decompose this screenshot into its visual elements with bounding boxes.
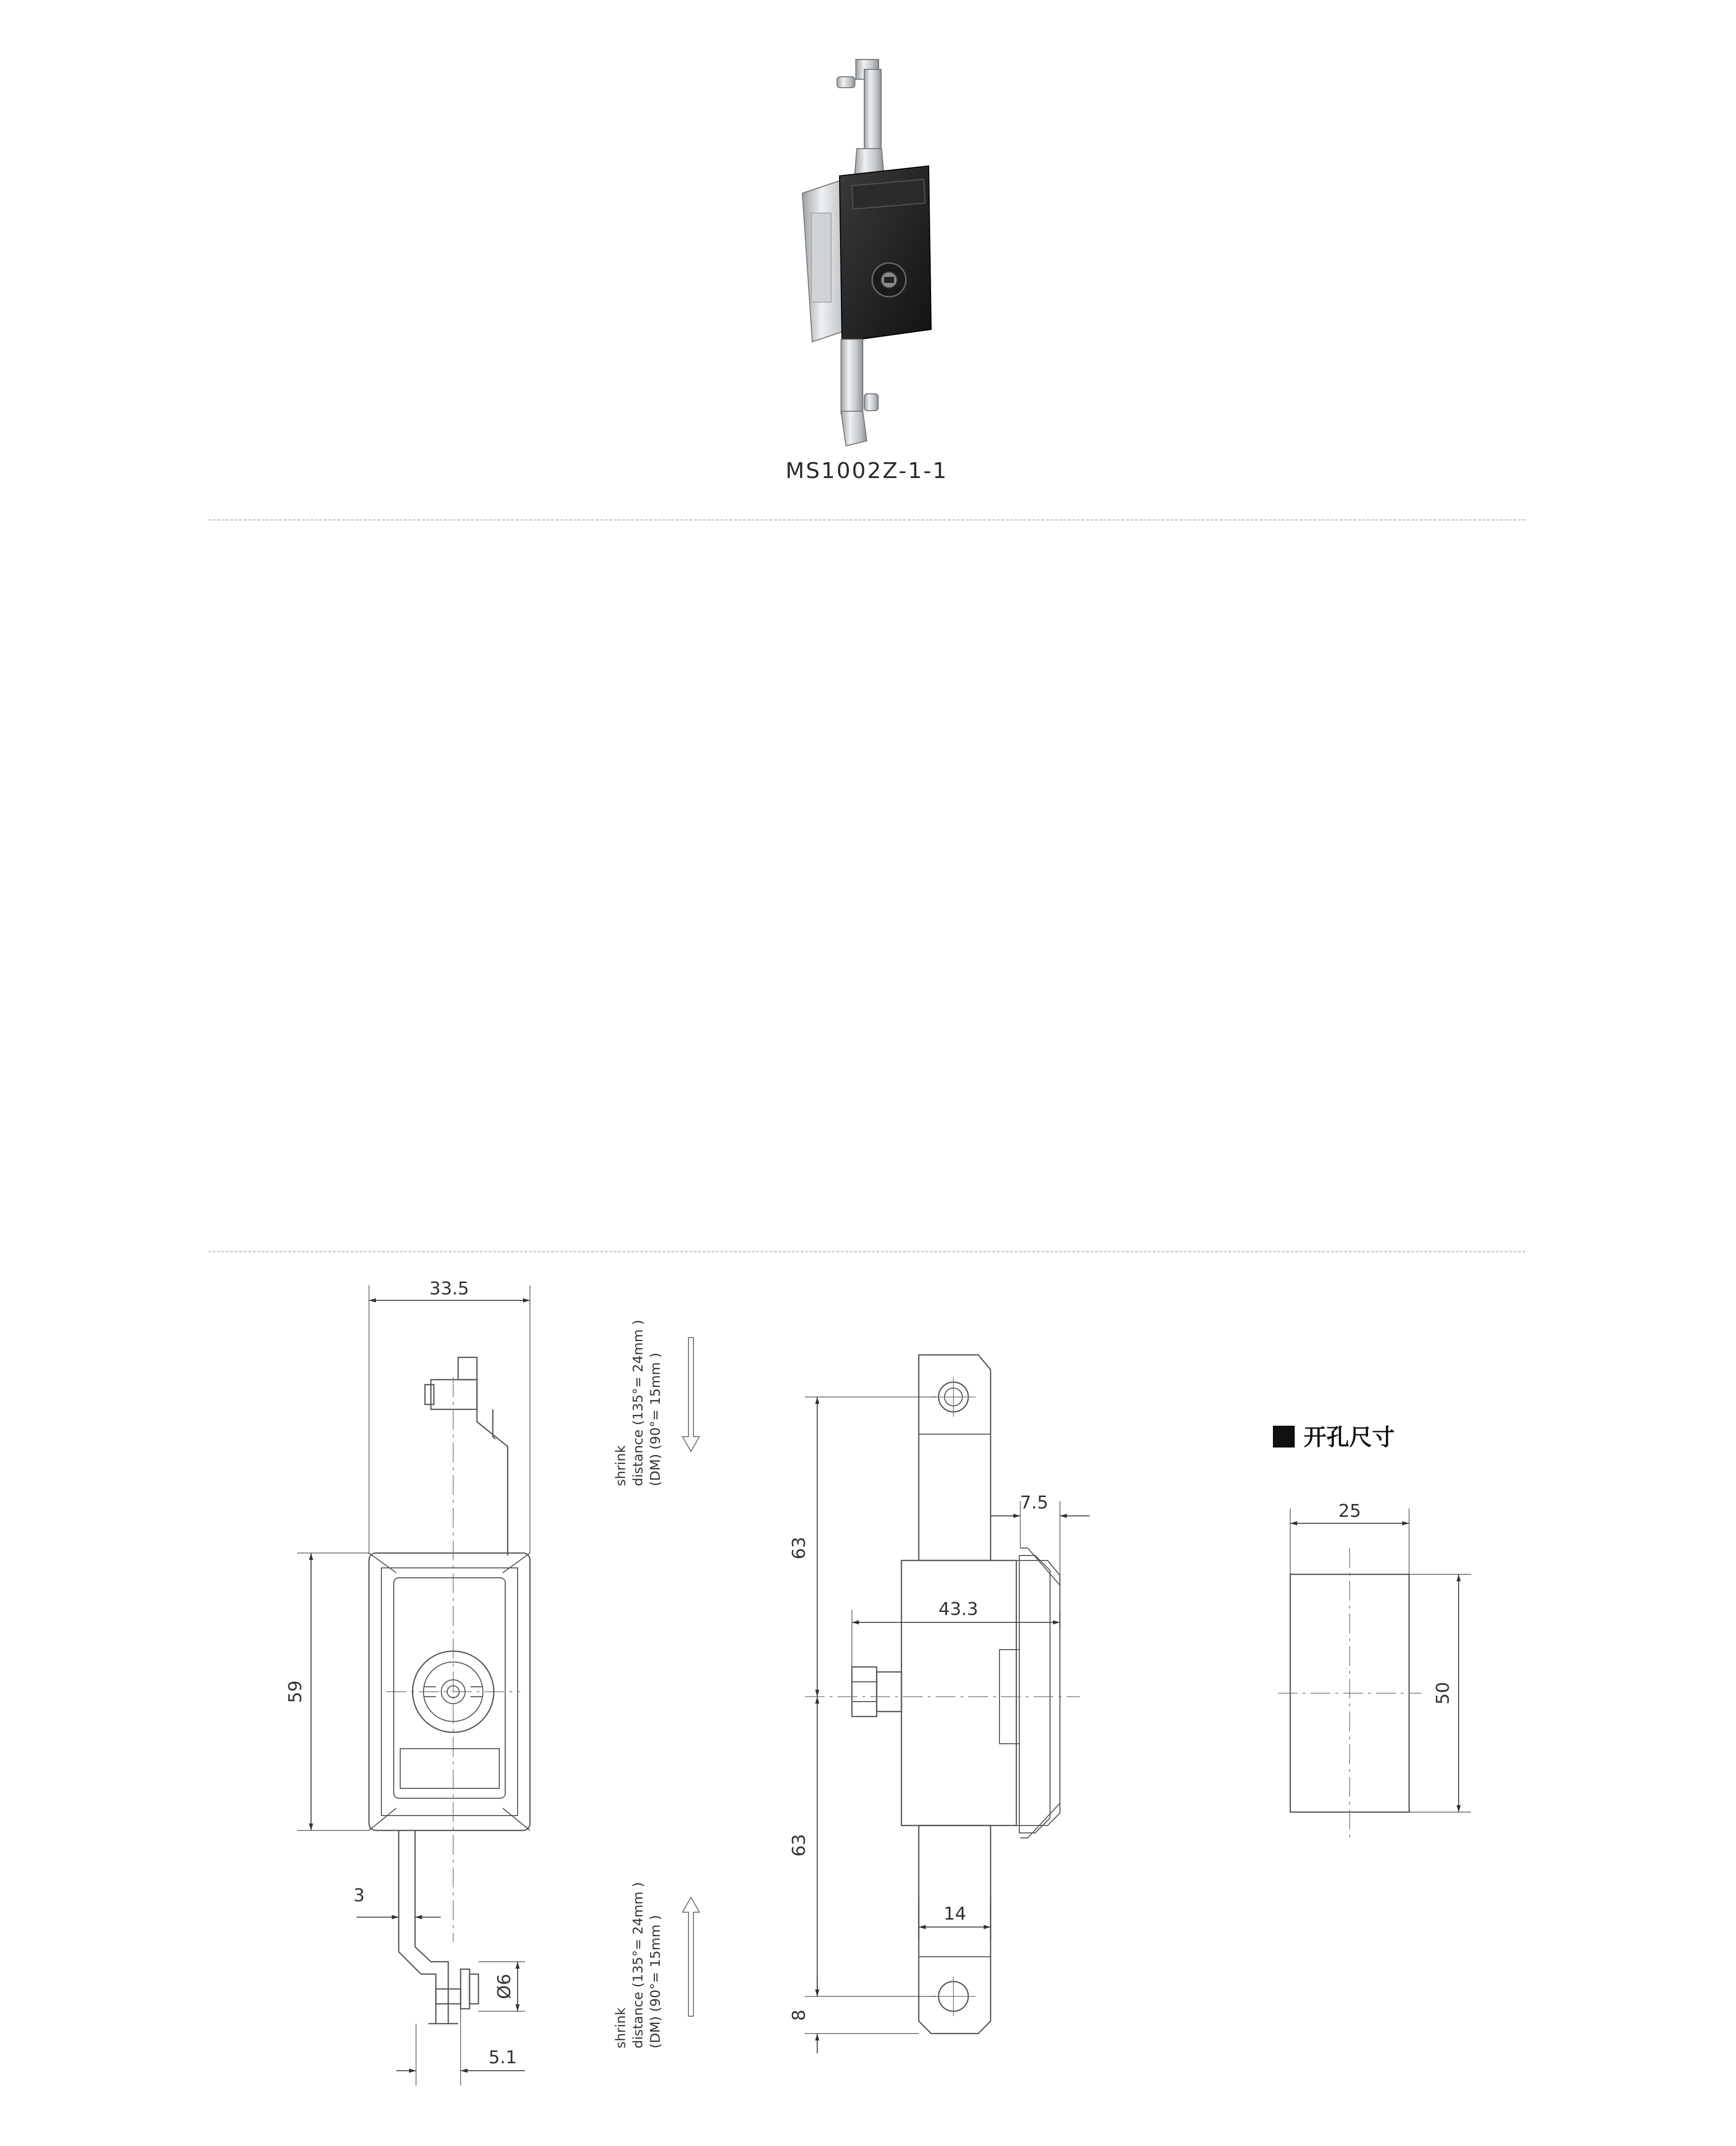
cutout-view — [1278, 1548, 1421, 1838]
note-top-line-2: distance (135°= 24mm ) — [631, 1320, 646, 1486]
dim-width: 33.5 — [429, 1279, 470, 1299]
note-top-line-1: shrink — [613, 1445, 629, 1486]
section-marker-icon — [1273, 1426, 1295, 1448]
dim-lower: 63 — [789, 1834, 809, 1857]
note-top-line-3: (DM) (90°= 15mm ) — [648, 1352, 663, 1486]
shrink-note-bottom — [613, 1882, 699, 2048]
dim-bar: 14 — [944, 1904, 966, 1924]
cutout-title: 开孔尺寸 — [1304, 1424, 1395, 1450]
dim-depth: 43.3 — [938, 1599, 979, 1619]
side-view — [805, 1355, 1080, 2034]
cutout-dimensions — [1290, 1508, 1471, 1812]
note-bottom-line-2: distance (135°= 24mm ) — [631, 1882, 646, 2048]
note-bottom-line-1: shrink — [613, 2007, 629, 2048]
dim-cutout-height: 50 — [1433, 1682, 1453, 1705]
dim-flange: 7.5 — [1020, 1493, 1049, 1513]
dim-pin: 5.1 — [488, 2047, 517, 2068]
dim-cutout-width: 25 — [1338, 1501, 1361, 1521]
model-label: MS1002Z-1-1 — [786, 458, 948, 483]
dim-diameter: Ø6 — [494, 1974, 515, 1999]
note-bottom-line-3: (DM) (90°= 15mm ) — [648, 1915, 663, 2048]
front-view — [369, 1357, 530, 2024]
dim-end: 8 — [789, 2009, 809, 2021]
shrink-note-top — [613, 1320, 699, 1486]
dim-upper: 63 — [789, 1537, 809, 1559]
dim-height: 59 — [285, 1680, 306, 1703]
dim-offset: 3 — [353, 1885, 365, 1906]
